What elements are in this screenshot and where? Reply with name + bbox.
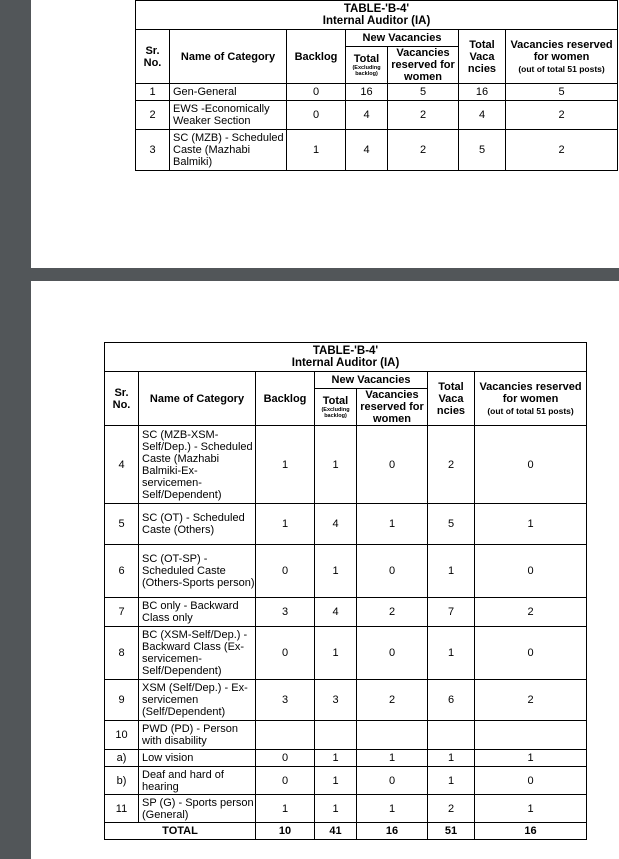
header-category: Name of Category (139, 372, 256, 426)
cell-sr-no: 9 (105, 680, 139, 721)
header-total-vacancies: Total Vaca ncies (428, 372, 475, 426)
header-sr-no: Sr. No. (105, 372, 139, 426)
table-title-line1: TABLE-'B-4' (343, 2, 410, 15)
header-sr-no: Sr. No. (136, 30, 170, 84)
cell-women: 0 (357, 426, 428, 504)
cell-women: 2 (388, 101, 459, 130)
cell-sr-no: 2 (136, 101, 170, 130)
cell-category: Gen-General (170, 84, 287, 101)
cell-women-overall: 0 (475, 426, 587, 504)
cell-backlog: 0 (287, 84, 346, 101)
cell-women: 5 (388, 84, 459, 101)
cell-total: 1 (315, 795, 357, 823)
cell-women: 2 (357, 680, 428, 721)
cell-backlog: 3 (256, 680, 315, 721)
cell-sr-no: 10 (105, 721, 139, 750)
cell-women-overall: 1 (475, 504, 587, 545)
table-total-row (105, 823, 587, 840)
cell-women-overall: 0 (475, 627, 587, 680)
cell-total: 1 (315, 426, 357, 504)
cell-total-vacancies (428, 721, 475, 750)
cell-total: 4 (315, 598, 357, 627)
cell-category: SP (G) - Sports person (General) (139, 795, 256, 823)
cell-backlog: 1 (256, 426, 315, 504)
cell-women: 1 (357, 504, 428, 545)
header-vacancies-women-total (475, 372, 587, 426)
table-row (105, 795, 587, 823)
table-title (105, 343, 587, 372)
cell-women: 2 (357, 598, 428, 627)
total-women: 16 (357, 823, 428, 840)
total-vacancies: 51 (428, 823, 475, 840)
table-row (105, 721, 587, 750)
header-total-label: Total (322, 395, 349, 407)
cell-women-overall: 1 (475, 795, 587, 823)
cell-total: 1 (315, 767, 357, 795)
header-total (315, 389, 357, 426)
header-women-sub: (out of total 51 posts) (487, 405, 574, 416)
cell-total-vacancies: 6 (428, 680, 475, 721)
header-new-vacancies: New Vacancies (346, 30, 459, 47)
cell-women-overall: 5 (506, 84, 618, 101)
table-title (136, 1, 618, 30)
table-title-line2: Internal Auditor (IA) (322, 15, 431, 27)
cell-women-overall: 2 (475, 598, 587, 627)
cell-women: 0 (357, 767, 428, 795)
total-backlog: 10 (256, 823, 315, 840)
table-row (105, 545, 587, 598)
cell-backlog: 0 (256, 750, 315, 767)
cell-sr-no: 7 (105, 598, 139, 627)
cell-category: BC only - Backward Class only (139, 598, 256, 627)
cell-total-vacancies: 1 (428, 767, 475, 795)
header-vacancies-women-total (506, 30, 618, 84)
cell-total-vacancies: 1 (428, 627, 475, 680)
cell-total-vacancies: 5 (428, 504, 475, 545)
cell-backlog: 0 (256, 545, 315, 598)
cell-sr-no: 5 (105, 504, 139, 545)
cell-backlog: 1 (256, 795, 315, 823)
cell-total: 1 (315, 627, 357, 680)
cell-backlog: 0 (287, 101, 346, 130)
header-women-sub: (out of total 51 posts) (518, 63, 605, 74)
cell-backlog: 0 (256, 627, 315, 680)
table-row (105, 680, 587, 721)
table-row (136, 130, 618, 171)
cell-total: 1 (315, 545, 357, 598)
cell-women-overall: 0 (475, 767, 587, 795)
table-row (136, 101, 618, 130)
cell-category: PWD (PD) - Person with disability (139, 721, 256, 750)
total-new: 41 (315, 823, 357, 840)
header-total (346, 47, 388, 84)
cell-total-vacancies: 1 (428, 750, 475, 767)
cell-total-vacancies: 7 (428, 598, 475, 627)
cell-sr-no: 4 (105, 426, 139, 504)
cell-category: SC (OT-SP) - Scheduled Caste (Others-Sports person) (139, 545, 256, 598)
header-new-vacancies: New Vacancies (315, 372, 428, 389)
vacancy-table-upper (135, 0, 618, 171)
cell-women: 1 (357, 795, 428, 823)
cell-backlog: 1 (287, 130, 346, 171)
cell-sr-no: a) (105, 750, 139, 767)
cell-total-vacancies: 5 (459, 130, 506, 171)
cell-total: 4 (346, 130, 388, 171)
cell-category: SC (MZB-XSM-Self/Dep.) - Scheduled Caste (Mazhabi Balmiki-Ex-servicemen-Self/Dependent) (139, 426, 256, 504)
cell-category: XSM (Self/Dep.) - Ex-servicemen (Self/Dependent) (139, 680, 256, 721)
cell-category: SC (MZB) - Scheduled Caste (Mazhabi Balmiki) (170, 130, 287, 171)
header-backlog: Backlog (256, 372, 315, 426)
cell-sr-no: 3 (136, 130, 170, 171)
table-title-line2: Internal Auditor (IA) (291, 357, 400, 369)
cell-women-overall (475, 721, 587, 750)
cell-total (315, 721, 357, 750)
table-title-line1: TABLE-'B-4' (312, 344, 379, 357)
table-row (105, 426, 587, 504)
total-label: TOTAL (105, 823, 256, 840)
header-category: Name of Category (170, 30, 287, 84)
cell-women-overall: 2 (506, 101, 618, 130)
cell-backlog: 0 (256, 767, 315, 795)
table-row (136, 84, 618, 101)
total-women-overall: 16 (475, 823, 587, 840)
cell-sr-no: 8 (105, 627, 139, 680)
cell-category: BC (XSM-Self/Dep.) - Backward Class (Ex-servicemen-Self/Dependent) (139, 627, 256, 680)
cell-category: EWS -Economically Weaker Section (170, 101, 287, 130)
header-backlog: Backlog (287, 30, 346, 84)
cell-total-vacancies: 16 (459, 84, 506, 101)
cell-women: 2 (388, 130, 459, 171)
cell-sr-no: 6 (105, 545, 139, 598)
table-row (105, 627, 587, 680)
cell-backlog: 1 (256, 504, 315, 545)
header-vacancies-women: Vacancies reserved for women (357, 389, 428, 426)
cell-women: 0 (357, 545, 428, 598)
cell-women (357, 721, 428, 750)
cell-total: 16 (346, 84, 388, 101)
cell-sr-no: 11 (105, 795, 139, 823)
header-women-main: Vacancies reserved for women (510, 38, 613, 63)
cell-women-overall: 2 (506, 130, 618, 171)
cell-total: 4 (315, 504, 357, 545)
cell-women: 1 (357, 750, 428, 767)
cell-sr-no: 1 (136, 84, 170, 101)
cell-total-vacancies: 2 (428, 795, 475, 823)
cell-women-overall: 2 (475, 680, 587, 721)
cell-total-vacancies: 2 (428, 426, 475, 504)
header-excluding-backlog: (Excluding backlog) (352, 65, 381, 77)
header-total-vacancies: Total Vaca ncies (459, 30, 506, 84)
cell-total: 1 (315, 750, 357, 767)
table-row (105, 750, 587, 767)
cell-sr-no: b) (105, 767, 139, 795)
vacancy-table-lower (104, 342, 587, 840)
cell-category: Low vision (139, 750, 256, 767)
table-row (105, 598, 587, 627)
header-total-label: Total (353, 53, 380, 65)
header-women-main: Vacancies reserved for women (479, 380, 582, 405)
table-row (105, 767, 587, 795)
cell-total-vacancies: 4 (459, 101, 506, 130)
cell-women-overall: 1 (475, 750, 587, 767)
cell-women: 0 (357, 627, 428, 680)
cell-backlog (256, 721, 315, 750)
cell-total-vacancies: 1 (428, 545, 475, 598)
pdf-page-upper (31, 0, 619, 268)
cell-backlog: 3 (256, 598, 315, 627)
cell-category: Deaf and hard of hearing (139, 767, 256, 795)
cell-total: 4 (346, 101, 388, 130)
table-row (105, 504, 587, 545)
cell-total: 3 (315, 680, 357, 721)
cell-category: SC (OT) - Scheduled Caste (Others) (139, 504, 256, 545)
header-vacancies-women: Vacancies reserved for women (388, 47, 459, 84)
cell-women-overall: 0 (475, 545, 587, 598)
header-excluding-backlog: (Excluding backlog) (321, 407, 350, 419)
